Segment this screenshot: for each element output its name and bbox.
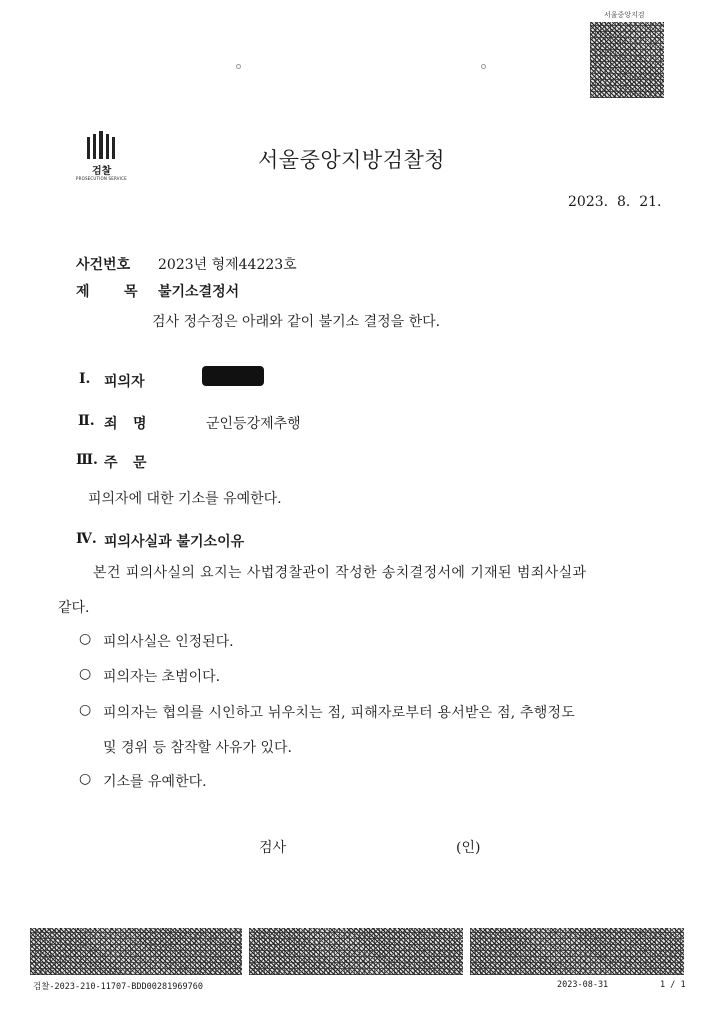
bullet-mark: ○ (79, 666, 92, 682)
disposition-text: 피의자에 대한 기소를 유예한다. (88, 491, 282, 507)
bullet-mark: ○ (79, 631, 92, 647)
reason-paragraph-line-2: 같다. (58, 600, 90, 616)
redacted-suspect-name (202, 366, 264, 386)
section-3-label-1: 주 (104, 455, 118, 471)
top-qr-code (590, 22, 664, 98)
bullet-item: 피의자는 협의를 시인하고 뉘우치는 점, 피해자로부터 용서받은 점, 추행정도 (103, 705, 575, 721)
logo-subtext: PROSECUTION SERVICE (76, 176, 127, 181)
signature-seal: (인) (456, 840, 481, 856)
bottom-barcode-3 (470, 928, 684, 975)
section-2-label-1: 죄 (104, 416, 118, 432)
bullet-item-continuation: 및 경위 등 참작할 사유가 있다. (103, 740, 292, 756)
scan-dot (236, 64, 241, 69)
bottom-barcode-2 (249, 928, 463, 975)
section-1-label: 피의자 (104, 374, 145, 390)
footer-page-number: 1 / 1 (660, 980, 686, 990)
document-title: 불기소결정서 (158, 284, 240, 300)
bullet-mark: ○ (79, 771, 92, 787)
title-label-2: 목 (124, 284, 138, 300)
charge-name: 군인등강제추행 (206, 416, 301, 432)
logo-text: 검찰 (92, 166, 112, 177)
section-4-label: 피의사실과 불기소이유 (104, 534, 245, 550)
section-3-label-2: 문 (133, 455, 147, 471)
logo-bars-icon (87, 131, 119, 159)
decision-intro: 검사 정수정은 아래와 같이 불기소 결정을 한다. (152, 314, 441, 330)
reason-paragraph-line-1: 본건 피의사실의 요지는 사법경찰관이 작성한 송치결정서에 기재된 범죄사실과 (93, 565, 587, 581)
document-date: 2023. 8. 21. (568, 194, 662, 210)
section-2-label-2: 명 (133, 416, 147, 432)
section-1-number: Ⅰ. (79, 371, 91, 387)
bullet-mark: ○ (79, 702, 92, 718)
bullet-item: 피의사실은 인정된다. (103, 634, 234, 650)
case-number-value: 2023년 형제44223호 (158, 257, 297, 273)
title-label-1: 제 (76, 284, 90, 300)
section-4-number: Ⅳ. (76, 531, 97, 547)
org-name: 서울중앙지방검찰청 (258, 148, 446, 172)
scan-dot (481, 64, 486, 69)
footer-print-date: 2023-08-31 (557, 980, 609, 990)
prosecution-logo (74, 131, 130, 185)
footer-document-id: 검찰-2023-210-11707-BDD00281969760 (33, 982, 203, 992)
section-3-number: Ⅲ. (76, 452, 98, 468)
section-2-number: Ⅱ. (78, 413, 95, 429)
signature-label: 검사 (259, 840, 287, 856)
bullet-item: 기소를 유예한다. (103, 774, 207, 790)
stamp-label: 서울중앙지검 (604, 11, 645, 19)
bullet-item: 피의자는 초범이다. (103, 669, 221, 685)
case-number-label: 사건번호 (76, 257, 131, 273)
bottom-barcode-1 (30, 928, 242, 975)
